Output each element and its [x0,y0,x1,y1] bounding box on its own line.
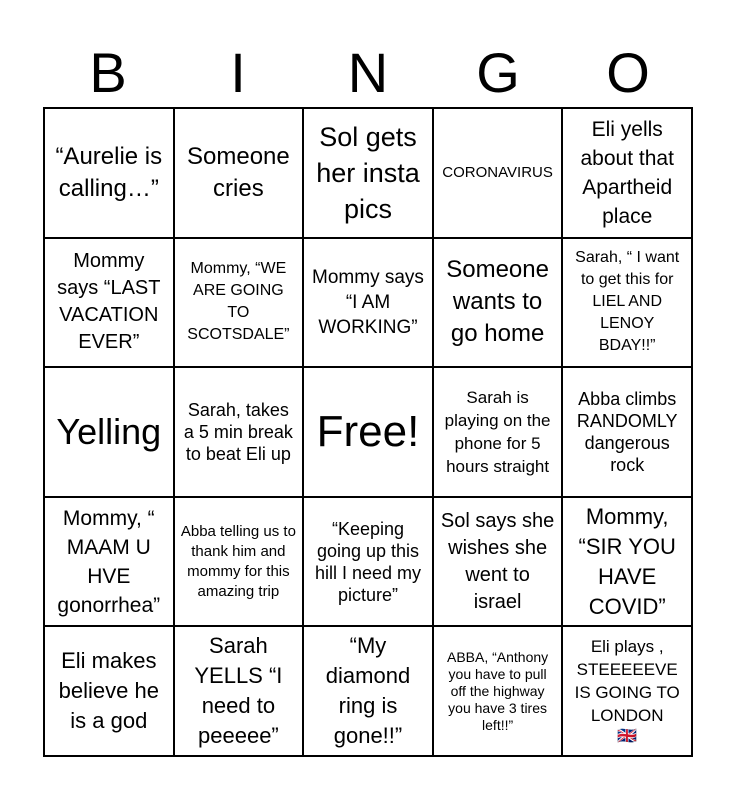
cell-text: Sarah YELLS “I need to peeeee” [194,633,283,749]
cell-text: “Aurelie is calling…” [55,142,163,202]
cell-text: Abba climbs RANDOMLY dangerous rock [576,388,678,475]
bingo-cell[interactable] [563,239,693,369]
cell-text: Sarah is playing on the phone for 5 hours straight [444,387,551,476]
cell-text: “Keeping going up this hill I need my picture” [314,518,422,605]
header-letter-n: N [347,41,389,104]
cell-text: Mommy says “LAST VACATION EVER” [57,250,161,354]
bingo-cell[interactable] [563,627,693,757]
bingo-cell[interactable] [45,368,175,498]
cell-text: Sarah, “ I want to get this for LIEL AND LENOY BDAY!!” [575,249,680,355]
bingo-cell[interactable] [175,498,305,628]
cell-text: Sarah, takes a 5 min break to beat Eli up [183,399,293,464]
cell-text: “My diamond ring is gone!!” [325,633,411,749]
bingo-cell[interactable] [304,109,434,239]
header-letter-g: G [476,41,520,104]
bingo-cell[interactable] [434,498,564,628]
header-letter-i: I [230,41,246,104]
bingo-cell[interactable] [45,239,175,369]
cell-text: Someone wants to go home [446,256,549,348]
cell-text: Mommy says “I AM WORKING” [312,266,424,338]
uk-flag-icon: 🇬🇧 [617,728,638,746]
bingo-cell[interactable] [563,109,693,239]
bingo-cell[interactable] [175,109,305,239]
header-letter-o: O [606,41,650,104]
bingo-cell[interactable] [563,368,693,498]
cell-text: Mommy, “WE ARE GOING TO SCOTSDALE” [187,260,290,344]
free-space-label: Free! [316,406,420,456]
bingo-cell[interactable] [45,109,175,239]
bingo-cell[interactable] [175,239,305,369]
bingo-cell[interactable] [304,239,434,369]
cell-text: Eli yells about that Apartheid place [580,117,674,228]
cell-text: Someone cries [187,142,290,202]
bingo-cell[interactable] [434,109,564,239]
cell-text: Eli plays , STEEEEEVE IS GOING TO LONDON [574,637,680,726]
cell-text: Yelling [56,410,162,452]
cell-text: ABBA, “Anthony you have to pull off the highway you have 3 tires left!!” [447,648,549,733]
cell-text: Sol gets her insta pics [316,121,420,224]
cell-text: Sol says she wishes she went to israel [440,509,555,613]
bingo-cell[interactable] [175,627,305,757]
bingo-cell[interactable] [434,239,564,369]
cell-text: CORONAVIRUS [442,163,553,181]
bingo-cell[interactable] [45,498,175,628]
cell-text: Mommy, “SIR YOU HAVE COVID” [578,503,676,619]
header-letter-b: B [89,41,127,104]
free-space-cell[interactable] [304,368,434,498]
cell-text: Abba telling us to thank him and mommy for this amazing trip [180,522,296,600]
cell-text: Eli makes believe he is a god [58,648,159,734]
bingo-board [43,107,693,757]
bingo-cell[interactable] [304,498,434,628]
bingo-cell[interactable] [434,627,564,757]
bingo-cell[interactable] [304,627,434,757]
bingo-cell[interactable] [434,368,564,498]
cell-text: Mommy, “ MAAM U HVE gonorrhea” [57,506,161,617]
bingo-cell[interactable] [175,368,305,498]
bingo-cell[interactable] [45,627,175,757]
bingo-header [43,40,693,106]
bingo-cell[interactable] [563,498,693,628]
